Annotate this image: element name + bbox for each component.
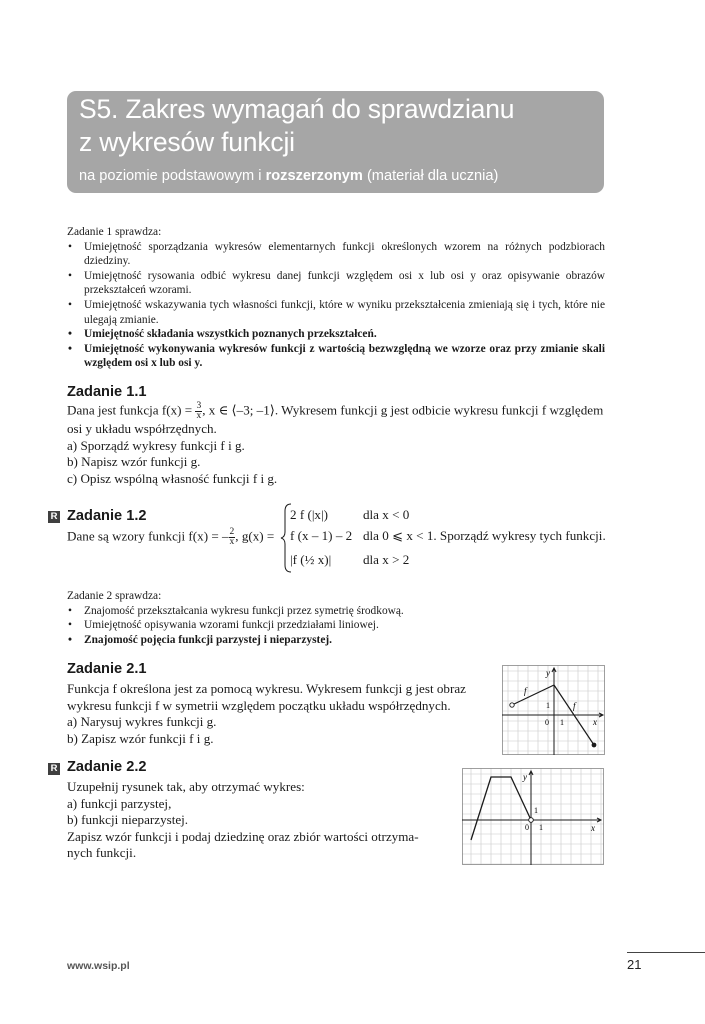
requirements-1	[67, 225, 605, 371]
x-label: x	[591, 823, 595, 833]
fraction-den: x	[196, 411, 202, 421]
task-1-1-text-line2: osi y układu współrzędnych.	[67, 421, 217, 436]
task-line: b) Zapisz wzór funkcji f i g.	[67, 730, 214, 746]
task-item: a) Sporządź wykresy funkcji f i g.	[67, 437, 245, 453]
task-line: wykresu funkcji f w symetrii względem początku układu współrzędnych.	[67, 697, 451, 713]
task-item: c) Opisz wspólną własność funkcji f i g.	[67, 470, 278, 486]
case-2-expr: f (x – 1) – 2	[290, 528, 353, 543]
task-2-2-body	[67, 779, 447, 862]
origin-label: 0	[545, 718, 549, 727]
closed-endpoint	[592, 743, 597, 748]
y-label: y	[523, 772, 527, 782]
task-line: Uzupełnij rysunek tak, aby otrzymać wykres:	[67, 779, 305, 794]
task-2-1-body	[67, 681, 497, 747]
task-line: Zapisz wzór funkcji i podaj dziedzinę oraz zbiór wartości otrzyma-	[67, 828, 419, 844]
title-line-2: z wykresów funkcji	[79, 127, 295, 157]
requirement-item: • Umiejętność sporządzania wykresów elementarnych funkcji określonych wzorem na różnych podzbiorach dziedziny.	[67, 240, 605, 269]
requirement-item: • Umiejętność wskazywania tych własności funkcji, które w wyniku przekształcenia zmieniają się i tych, które nie ulegają zmianie.	[67, 298, 605, 327]
page-number: 21	[627, 957, 642, 972]
fraction-den: x	[229, 537, 235, 547]
requirement-item: • Umiejętność składania wszystkich poznanych przekształceń.	[67, 327, 605, 342]
tick-label: 1	[546, 701, 550, 710]
task-1-2-lead-a: Dane są wzory funkcji f(x) = –	[67, 528, 229, 544]
function-label: f	[573, 701, 576, 711]
task-1-1-body	[67, 402, 607, 487]
task-1-2-title: Zadanie 1.2	[67, 508, 147, 524]
tick-label: 1	[539, 823, 543, 832]
task-line: a) funkcji parzystej,	[67, 795, 172, 811]
x-label: x	[593, 717, 597, 727]
requirements-1-intro: Zadanie 1 sprawdza:	[67, 226, 162, 238]
extended-level-badge: R	[48, 511, 60, 523]
task-line: nych funkcji.	[67, 845, 137, 860]
tick-label: 1	[560, 718, 564, 727]
section-header	[67, 91, 604, 193]
tick-label: 1	[534, 806, 538, 815]
subtitle-part-1: na poziomie podstawowym i	[79, 168, 266, 184]
requirement-item: • Znajomość przekształcania wykresu funkcji przez symetrię środkową.	[67, 604, 605, 619]
task-line: Funkcja f określona jest za pomocą wykresu. Wykresem funkcji g jest obraz	[67, 681, 466, 696]
case-2-cond: dla 0 ⩽ x < 1. Sporządź wykresy tych funkcji.	[363, 528, 606, 543]
subtitle-bold: rozszerzonym	[265, 168, 363, 184]
open-endpoint	[510, 703, 514, 707]
page-title	[79, 93, 514, 159]
fraction-num: 2	[229, 527, 235, 537]
task-1-1-title: Zadanie 1.1	[67, 384, 147, 400]
fraction-num: 3	[196, 401, 202, 411]
task-2-1-title: Zadanie 2.1	[67, 661, 147, 677]
task-1-1-text-b: , x ∈ ⟨–3; –1⟩. Wykresem funkcji g jest odbicie wykresu funkcji f względem	[202, 402, 604, 418]
task-2-1-graph	[502, 665, 605, 755]
requirement-item: • Umiejętność opisywania wzorami funkcji przedziałami liniowej.	[67, 618, 605, 633]
case-1-cond: dla x < 0	[363, 507, 410, 522]
requirements-2-intro: Zadanie 2 sprawdza:	[67, 590, 162, 602]
requirement-item: • Znajomość pojęcia funkcji parzystej i nieparzystej.	[67, 633, 605, 648]
origin-label: 0	[525, 823, 529, 832]
function-label: f	[524, 686, 527, 696]
y-label: y	[546, 668, 550, 678]
page-subtitle	[79, 168, 498, 184]
task-line: a) Narysuj wykres funkcji g.	[67, 714, 217, 729]
case-3-expr: |f (½ x)|	[290, 552, 332, 567]
case-1-expr: 2 f (|x|)	[290, 507, 328, 522]
task-2-2-title: Zadanie 2.2	[67, 759, 147, 775]
title-line-1: S5. Zakres wymagań do sprawdzianu	[79, 94, 515, 124]
task-1-2-lead	[67, 528, 297, 547]
extended-level-badge: R	[48, 763, 60, 775]
requirement-item: • Umiejętność wykonywania wykresów funkcji z wartością bezwzględną we wzorze oraz przy zmianie skali względem osi x lub osi y.	[67, 342, 605, 371]
task-1-2-lead-b: , g(x) =	[235, 528, 275, 544]
footer-divider	[627, 952, 705, 953]
footer-url: www.wsip.pl	[67, 960, 130, 972]
task-line: b) funkcji nieparzystej.	[67, 812, 189, 827]
task-item: b) Napisz wzór funkcji g.	[67, 454, 201, 469]
subtitle-part-2: (materiał dla ucznia)	[362, 168, 499, 184]
requirement-item: • Umiejętność rysowania odbić wykresu danej funkcji względem osi x lub osi y oraz opisywanie obrazów przekształceń wzorami.	[67, 269, 605, 298]
open-endpoint	[529, 818, 534, 823]
task-2-2-graph	[462, 768, 604, 865]
task-1-1-text-a: Dana jest funkcja f(x) =	[67, 402, 196, 418]
case-3-cond: dla x > 2	[363, 552, 410, 567]
requirements-2	[67, 589, 605, 647]
